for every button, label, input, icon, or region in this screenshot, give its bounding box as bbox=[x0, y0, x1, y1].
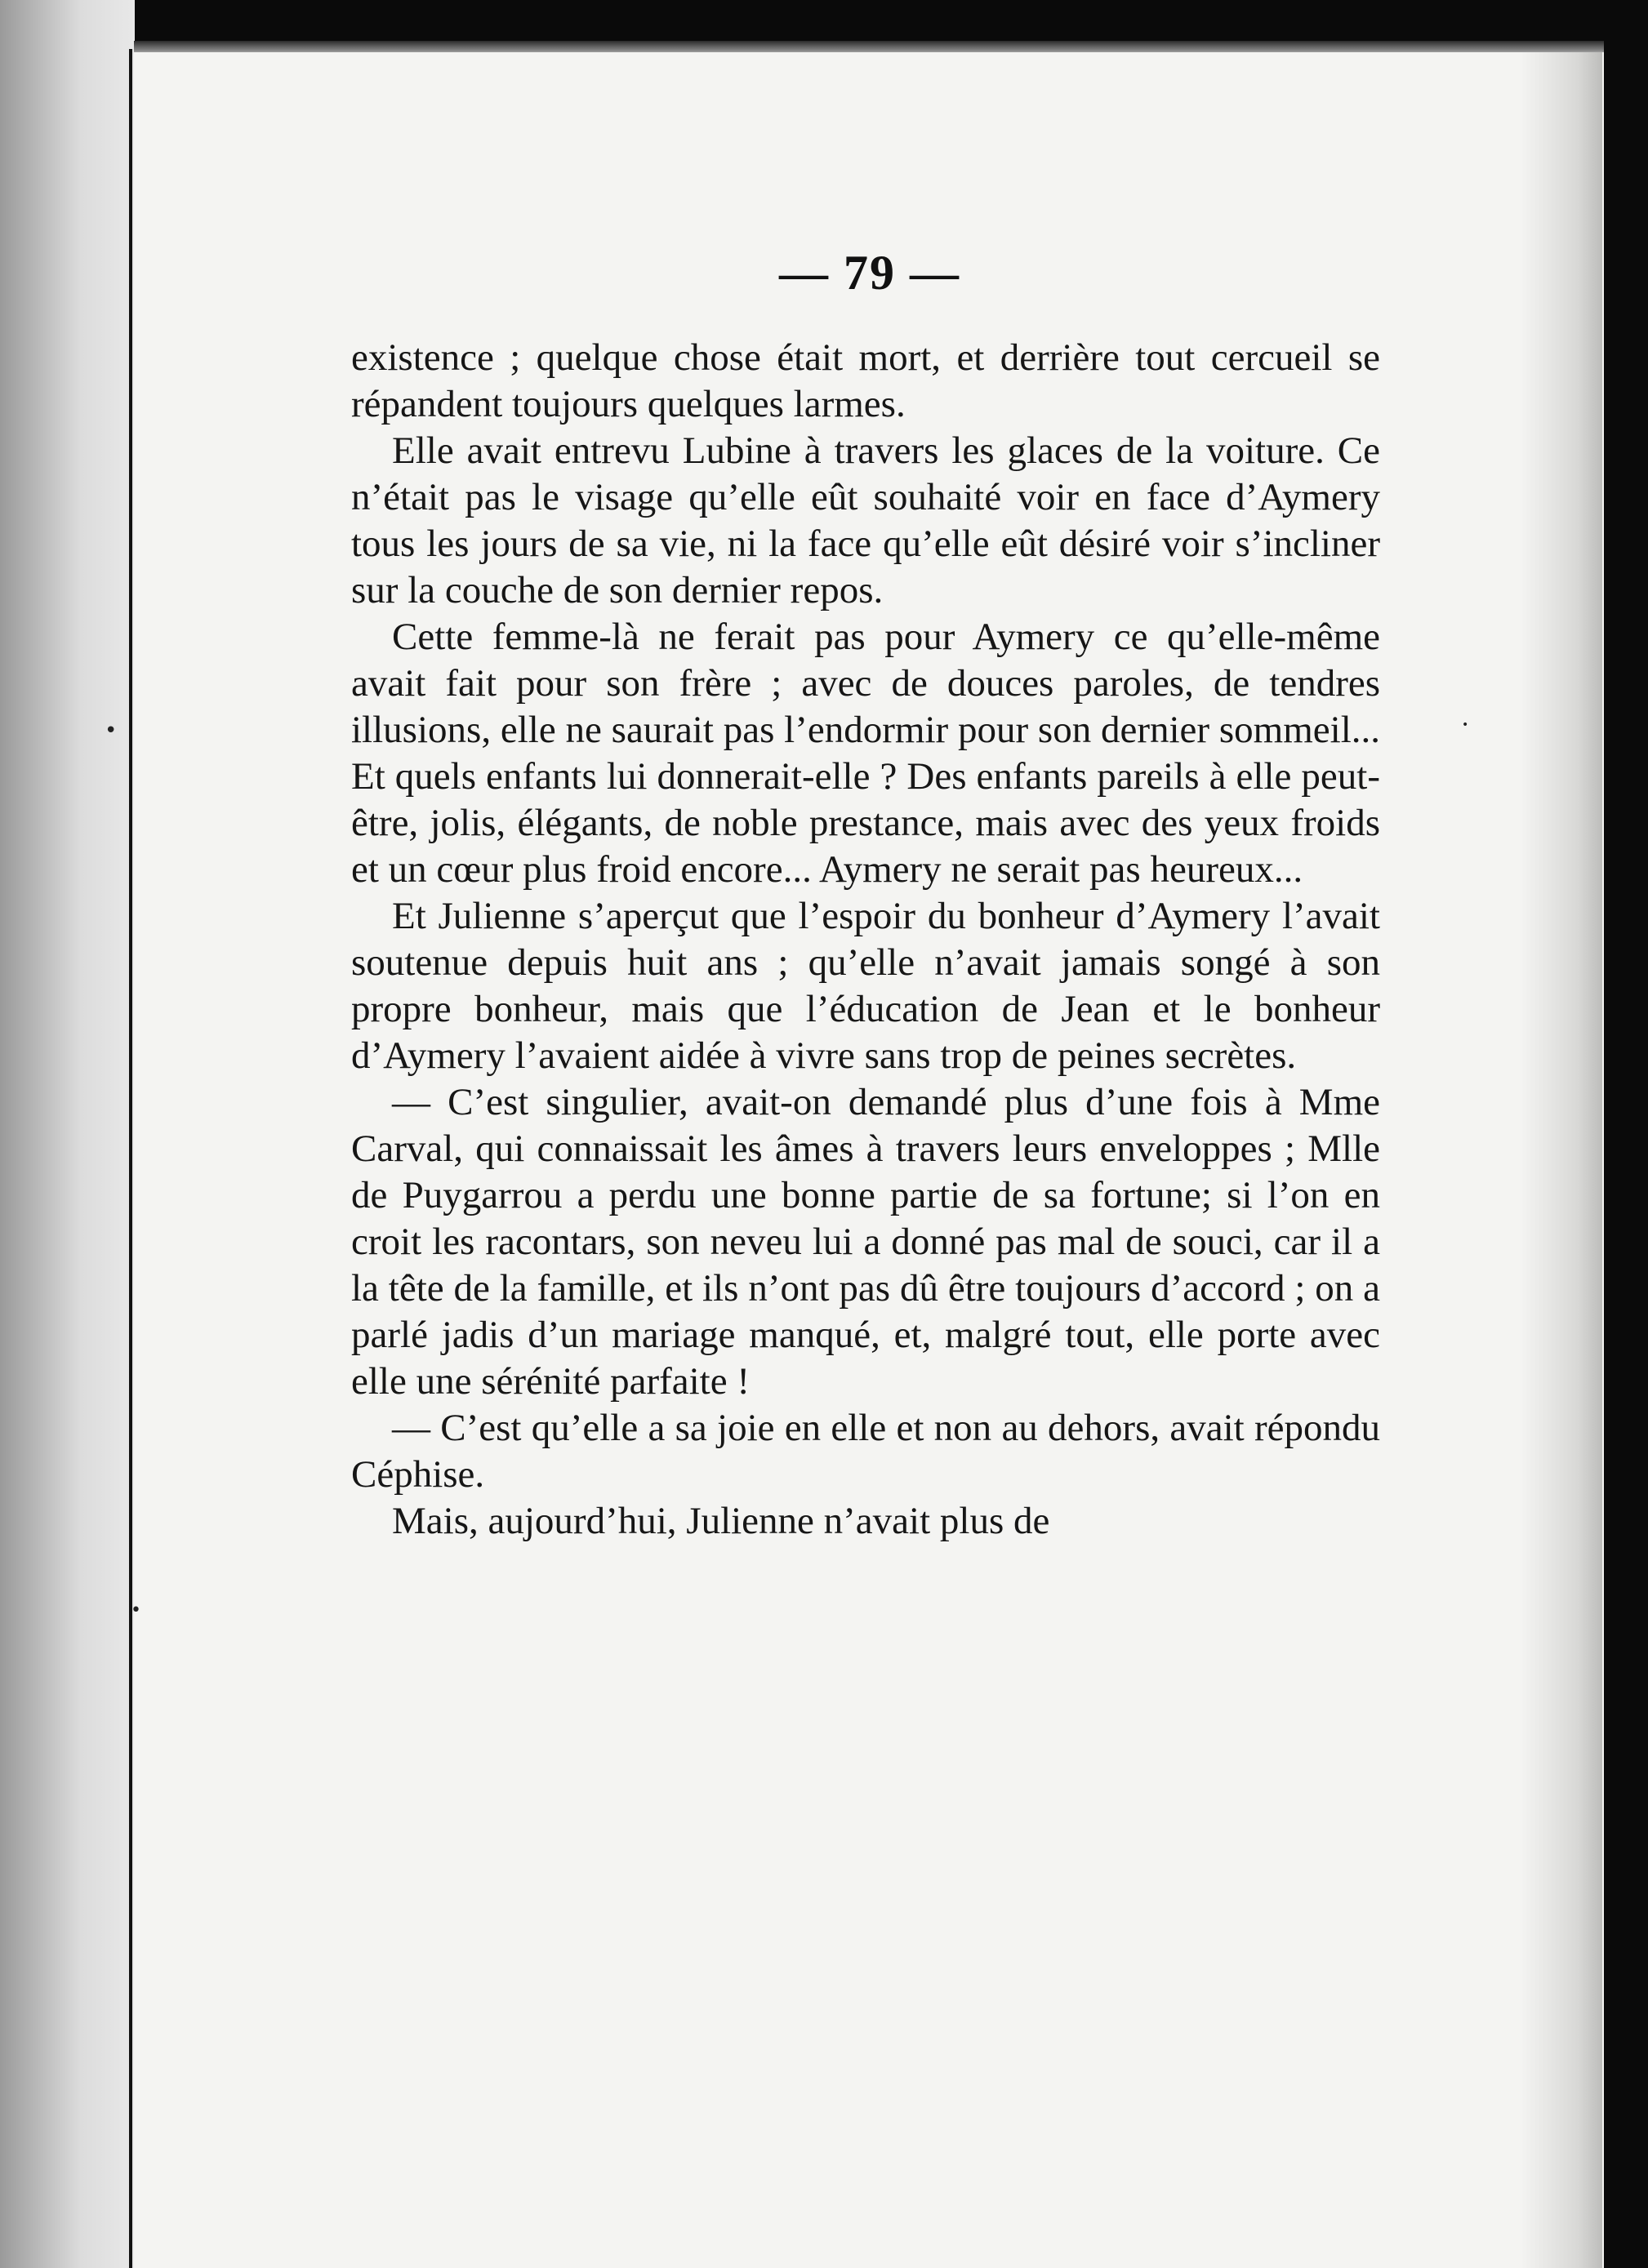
scan-speck-mark: • bbox=[105, 718, 118, 743]
page-number: — 79 — bbox=[779, 246, 960, 300]
body-text bbox=[351, 335, 1380, 1545]
page-right-edge bbox=[1521, 52, 1602, 2268]
paragraph: Mais, aujourd’hui, Julienne n’avait plus de bbox=[392, 1500, 1050, 1542]
paragraph: — C’est singulier, avait-on demandé plus d’une fois à Mme Carval, qui connaissait les âmes à travers leurs enveloppes ; Mlle de Puygarrou a perdu une bonne partie de sa fortune; si l’on en croit les racontars, son neveu lui a donné pas mal de souci, car il a la tête de la famille, et ils n’ont pas dû être toujours d’accord ; on a parlé jadis d’un mariage manqué, et, malgré tout, elle porte avec elle une sérénité parfaite ! bbox=[351, 1081, 1380, 1403]
paragraph: Et Julienne s’aperçut que l’espoir du bonheur d’Aymery l’avait soutenue depuis huit ans ; qu’elle n’avait jamais songé à son propre bonheur, mais que l’éducation de Jean et le bonheur d’Aymery l’avaient aidée à vivre sans trop de peines secrètes. bbox=[351, 895, 1380, 1077]
paragraph: — C’est qu’elle a sa joie en elle et non au dehors, avait répondu Céphise. bbox=[351, 1407, 1380, 1496]
binding-gutter-line bbox=[129, 49, 132, 2268]
scan-speck-mark: • bbox=[131, 1600, 141, 1621]
paragraph: Elle avait entrevu Lubine à travers les glaces de la voiture. Ce n’était pas le visage qu’elle eût souhaité voir en face d’Aymery tous les jours de sa vie, ni la face qu’elle eût désiré voir s’incliner sur la couche de son dernier repos. bbox=[351, 429, 1380, 611]
scan-margin-left bbox=[0, 0, 135, 2268]
scan-speck-mark: • bbox=[1462, 718, 1469, 732]
paragraph: Cette femme-là ne ferait pas pour Aymery ce qu’elle-même avait fait pour son frère ; avec de douces paroles, de tendres illusions, elle ne saurait pas l’endormir pour son dernier sommeil... Et quels enfants lui donnerait-elle ? Des enfants pareils à elle peut-être, jolis, élégants, de noble prestance, mais avec des yeux froids et un cœur plus froid encore... Aymery ne serait pas heureux... bbox=[351, 616, 1380, 891]
paragraph: existence ; quelque chose était mort, et derrière tout cercueil se répandent toujours quelques larmes. bbox=[351, 336, 1380, 425]
